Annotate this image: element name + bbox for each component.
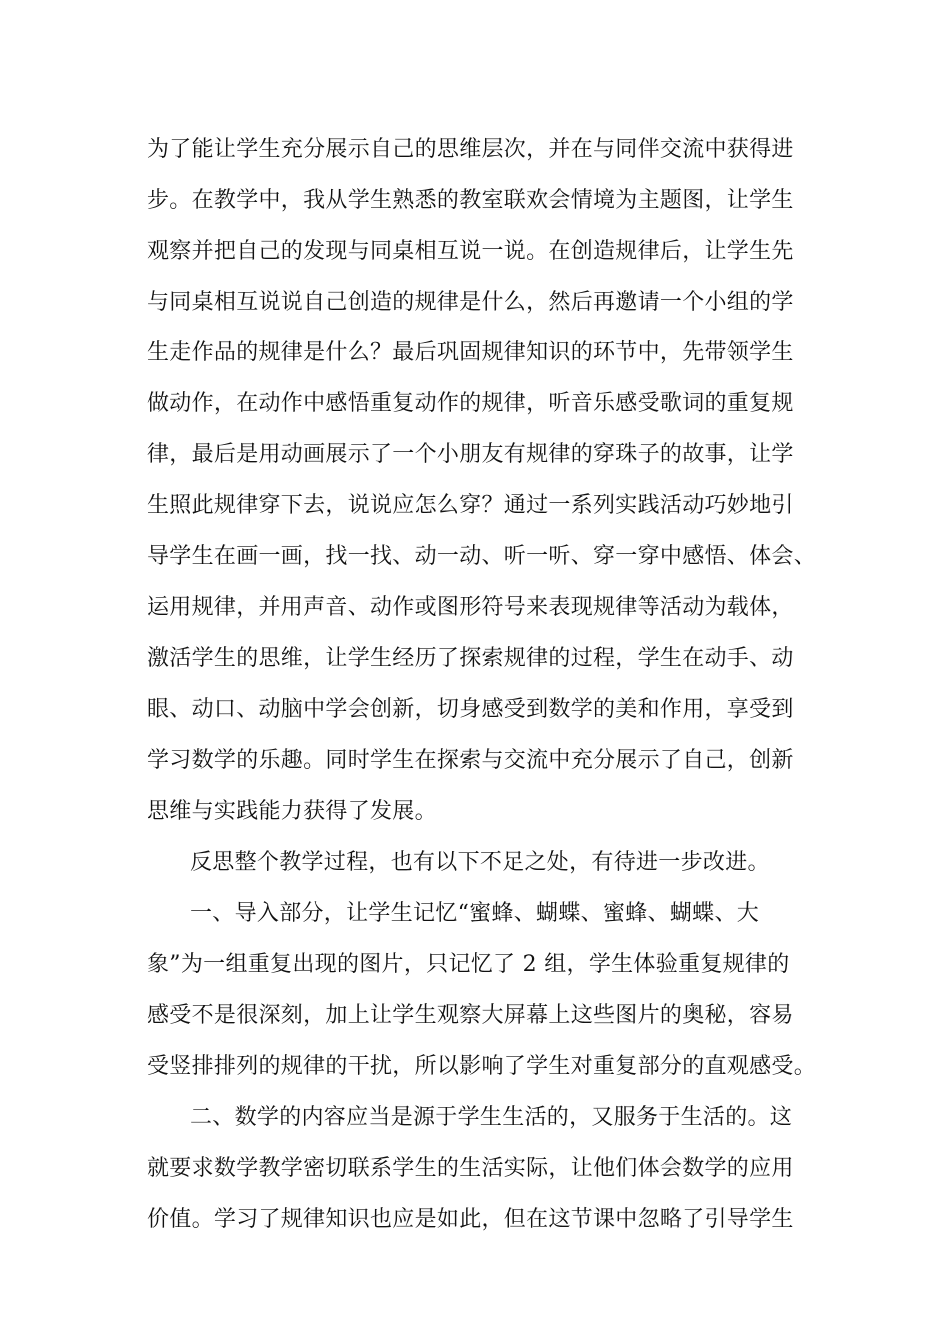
- text-line: 生走作品的规律是什么？最后巩固规律知识的环节中，先带领学生: [147, 340, 794, 365]
- text-line: 价值。学习了规律知识也应是如此，但在这节课中忽略了引导学生: [147, 1207, 794, 1232]
- text-line: 为了能让学生充分展示自己的思维层次，并在与同伴交流中获得进: [147, 137, 794, 162]
- text-line: 做动作，在动作中感悟重复动作的规律，听音乐感受歌词的重复规: [147, 391, 794, 416]
- text-line: 生照此规律穿下去，说说应怎么穿？通过一系列实践活动巧妙地引: [147, 493, 794, 518]
- text-line: 眼、动口、动脑中学会创新，切身感受到数学的美和作用，享受到: [147, 697, 794, 722]
- text-line: 步。在教学中，我从学生熟悉的教室联欢会情境为主题图，让学生: [147, 188, 794, 213]
- paragraph-start-line: 反思整个教学过程，也有以下不足之处，有待进一步改进。: [190, 850, 770, 875]
- text-line: 象”为一组重复出现的图片，只记忆了 2 组，学生体验重复规律的: [147, 952, 790, 977]
- text-line: 就要求数学教学密切联系学生的生活实际，让他们体会数学的应用: [147, 1156, 794, 1181]
- text-line: 思维与实践能力获得了发展。: [147, 799, 437, 824]
- text-line: 学习数学的乐趣。同时学生在探索与交流中充分展示了自己，创新: [147, 748, 794, 773]
- text-line: 感受不是很深刻，加上让学生观察大屏幕上这些图片的奥秘，容易: [147, 1003, 794, 1028]
- text-line: 受竖排排列的规律的干扰，所以影响了学生对重复部分的直观感受。: [147, 1054, 817, 1079]
- text-line: 观察并把自己的发现与同桌相互说一说。在创造规律后，让学生先: [147, 239, 794, 264]
- text-line: 导学生在画一画，找一找、动一动、听一听、穿一穿中感悟、体会、: [147, 544, 817, 569]
- text-line: 与同桌相互说说自己创造的规律是什么，然后再邀请一个小组的学: [147, 290, 794, 315]
- text-line: 激活学生的思维，让学生经历了探索规律的过程，学生在动手、动: [147, 646, 794, 671]
- text-line: 律，最后是用动画展示了一个小朋友有规律的穿珠子的故事，让学: [147, 442, 794, 467]
- paragraph-start-line: 二、数学的内容应当是源于学生生活的，又服务于生活的。这: [190, 1105, 793, 1130]
- paragraph-start-line: 一、导入部分，让学生记忆“蜜蜂、蝴蝶、蜜蜂、蝴蝶、大: [190, 901, 760, 926]
- text-line: 运用规律，并用声音、动作或图形符号来表现规律等活动为载体，: [147, 595, 794, 620]
